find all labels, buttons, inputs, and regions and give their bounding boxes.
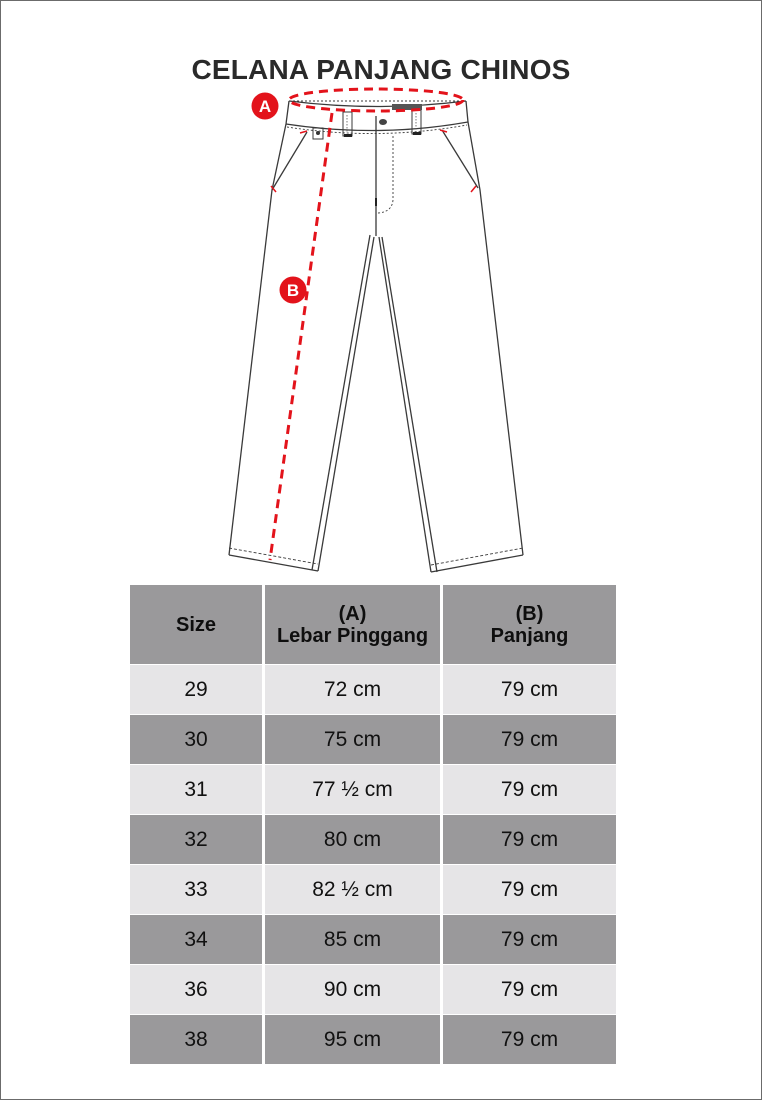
length-measure-line: [270, 113, 332, 560]
length-cell: 79 cm: [443, 1015, 616, 1064]
svg-text:A: A: [258, 97, 272, 116]
header-waist: [265, 585, 440, 664]
length-cell: 79 cm: [443, 765, 616, 814]
waist-cell: 85 cm: [265, 915, 440, 964]
header-size-label: Size: [175, 613, 217, 636]
length-cell: 79 cm: [443, 865, 616, 914]
measurement-lines: [270, 89, 463, 560]
header-size: [130, 585, 262, 664]
size-cell: 38: [130, 1015, 262, 1064]
size-cell: 30: [130, 715, 262, 764]
waist-cell: 75 cm: [265, 715, 440, 764]
size-cell: 32: [130, 815, 262, 864]
pocket-marks: [271, 130, 476, 192]
svg-text:B: B: [286, 281, 300, 300]
size-cell: 29: [130, 665, 262, 714]
waist-cell: 82 ½ cm: [265, 865, 440, 914]
marker-b-icon: [280, 277, 307, 304]
size-cell: 36: [130, 965, 262, 1014]
length-cell: 79 cm: [443, 665, 616, 714]
waist-cell: 80 cm: [265, 815, 440, 864]
page-title: CELANA PANJANG CHINOS: [191, 54, 571, 85]
length-cell: 79 cm: [443, 815, 616, 864]
length-cell: 79 cm: [443, 715, 616, 764]
waist-measure-line: [289, 89, 463, 111]
size-cell: 34: [130, 915, 262, 964]
marker-a-icon: [252, 93, 279, 120]
size-cell: 31: [130, 765, 262, 814]
waist-cell: 77 ½ cm: [265, 765, 440, 814]
waist-cell: 72 cm: [265, 665, 440, 714]
length-cell: 79 cm: [443, 915, 616, 964]
waist-cell: 90 cm: [265, 965, 440, 1014]
size-cell: 33: [130, 865, 262, 914]
header-waist-marker: (A): [338, 602, 367, 625]
header-length: [443, 585, 616, 664]
header-waist-label: Lebar Pinggang: [276, 624, 429, 647]
pants-outline: [229, 101, 523, 572]
header-length-marker: (B): [515, 602, 544, 625]
header-length-label: Panjang: [490, 624, 569, 647]
length-cell: 79 cm: [443, 965, 616, 1014]
waist-cell: 95 cm: [265, 1015, 440, 1064]
size-chart-table: [130, 585, 616, 1065]
